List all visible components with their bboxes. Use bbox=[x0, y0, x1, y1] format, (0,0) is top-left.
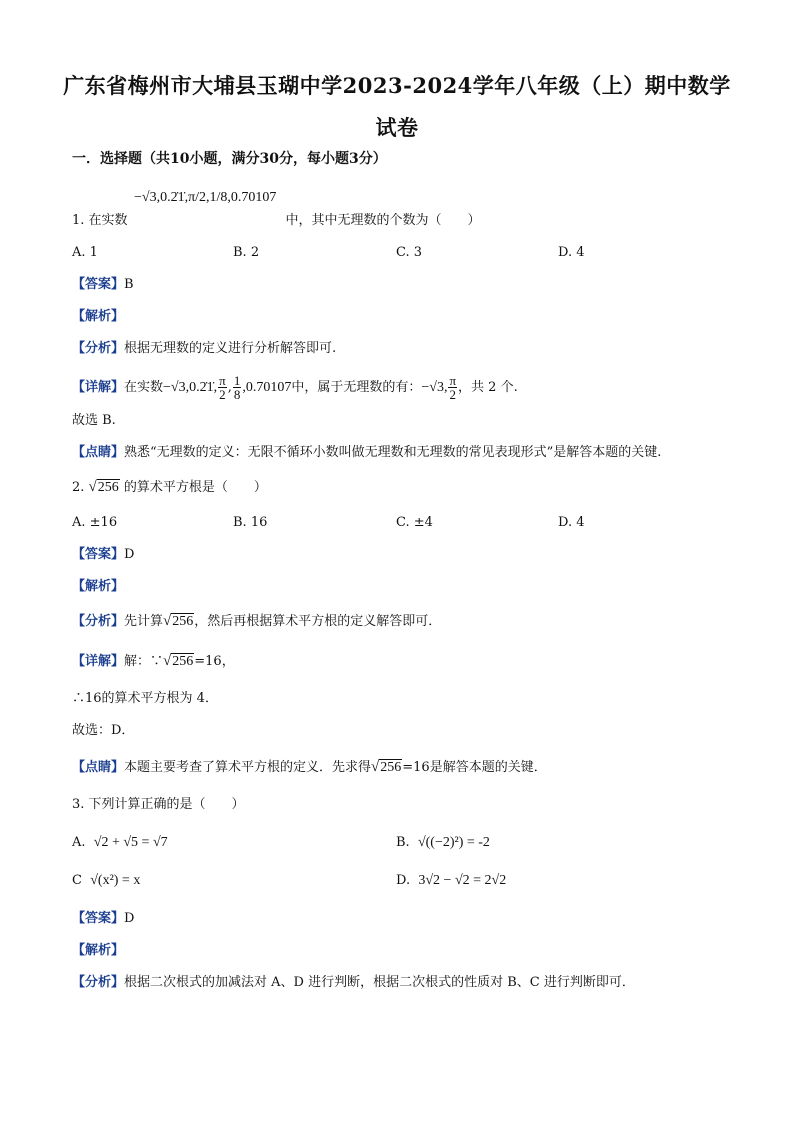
analysis-tag: 【解析】 bbox=[72, 579, 125, 594]
fenxi-text-a: 先计算 bbox=[124, 614, 164, 629]
answer-tag: 【答案】 bbox=[72, 547, 125, 562]
q3-stem: 3. 下列计算正确的是（ ） bbox=[72, 797, 245, 812]
q2-stem-suffix: 的算术平方根是（ ） bbox=[123, 480, 267, 495]
fenxi-tag: 【分析】 bbox=[72, 975, 125, 990]
xiangjie-tag: 【详解】 bbox=[72, 380, 125, 395]
fenxi-text: 根据无理数的定义进行分析解答即可. bbox=[124, 341, 337, 356]
q2-analysis-tag bbox=[72, 578, 124, 596]
q2-option-b: B. 16 bbox=[233, 515, 268, 530]
q1-stem-suffix: 中，其中无理数的个数为（ ） bbox=[285, 213, 481, 228]
fenxi-tag: 【分析】 bbox=[72, 614, 125, 629]
q2-stem bbox=[72, 478, 267, 497]
option-label: D. bbox=[396, 873, 411, 888]
q3-option-a bbox=[72, 834, 168, 852]
q3-fenxi bbox=[72, 974, 635, 992]
sqrt-256: √256 bbox=[371, 759, 402, 775]
dianjing-tag: 【点睛】 bbox=[72, 445, 125, 460]
q2-dianjing bbox=[72, 758, 547, 777]
answer-value: D bbox=[124, 911, 135, 926]
q1-analysis-tag bbox=[72, 308, 124, 326]
q3-option-d bbox=[396, 872, 506, 890]
xiangjie-nums: −√3,0.2̇1̇, bbox=[163, 380, 218, 395]
fenxi-text-b: ，然后再根据算术平方根的定义解答即可． bbox=[194, 614, 442, 629]
q1-option-b: B. 2 bbox=[233, 245, 260, 260]
q1-fenxi bbox=[72, 340, 336, 358]
q1-option-d: D. 4 bbox=[558, 245, 585, 260]
answer-tag: 【答案】 bbox=[72, 277, 125, 292]
option-math: 3√2 − √2 = 2√2 bbox=[418, 873, 507, 888]
q1-math-expression: −√3,0.2̇1̇,π/2,1/8,0.70107 bbox=[134, 190, 277, 205]
sqrt-256: √256 bbox=[88, 479, 119, 495]
q1-stem-prefix: 1. 在实数 bbox=[72, 213, 128, 228]
dianjing-tag: 【点睛】 bbox=[72, 760, 125, 775]
frac-one-over-8: $\frac{1}{8}$ bbox=[233, 373, 241, 402]
xiangjie-tag: 【详解】 bbox=[72, 654, 125, 669]
option-math: √(x²) = x bbox=[90, 873, 141, 888]
q2-number: 2. bbox=[72, 480, 85, 495]
option-math: √2 + √5 = √7 bbox=[93, 835, 168, 850]
dianjing-text-a: 本题主要考查了算术平方根的定义．先求得 bbox=[124, 760, 372, 775]
option-label: C bbox=[72, 873, 82, 888]
q3-option-b bbox=[396, 834, 490, 852]
option-math: √((−2)²) = -2 bbox=[417, 835, 490, 850]
q2-choice: 故选：D． bbox=[72, 723, 135, 738]
q1-dianjing bbox=[72, 444, 661, 462]
xiangjie-text-b: 中，属于无理数的有： bbox=[291, 380, 422, 395]
answer-value: B bbox=[124, 277, 134, 292]
q1-option-c: C. 3 bbox=[396, 245, 423, 260]
exam-title-line2: 试卷 bbox=[375, 115, 419, 140]
q1-stem bbox=[72, 212, 481, 230]
q2-option-c: C. ±4 bbox=[396, 515, 433, 530]
analysis-tag: 【解析】 bbox=[72, 943, 125, 958]
q2-answer bbox=[72, 546, 134, 564]
sqrt-256: √256 bbox=[163, 613, 194, 629]
xiangjie-text-b: =16， bbox=[194, 654, 235, 669]
q3-option-c bbox=[72, 872, 140, 890]
option-label: B. bbox=[396, 835, 410, 850]
option-label: A. bbox=[72, 835, 86, 850]
fenxi-text: 根据二次根式的加减法对 A、D 进行判断，根据二次根式的性质对 B、C 进行判断即可． bbox=[124, 975, 635, 990]
xiangjie-text-a: 在实数 bbox=[124, 380, 164, 395]
q1-option-a: A. 1 bbox=[72, 245, 98, 260]
fenxi-tag: 【分析】 bbox=[72, 341, 125, 356]
q2-conclusion: ∴16的算术平方根为 4． bbox=[72, 691, 218, 706]
answer-tag: 【答案】 bbox=[72, 911, 125, 926]
q1-answer bbox=[72, 276, 134, 294]
q1-choice: 故选 B. bbox=[72, 413, 116, 428]
answer-value: D bbox=[124, 547, 135, 562]
xiangjie-text-a: 解：∵ bbox=[124, 654, 164, 669]
q2-xiangjie bbox=[72, 652, 235, 671]
q3-analysis-tag bbox=[72, 942, 124, 960]
analysis-tag: 【解析】 bbox=[72, 309, 125, 324]
irrational-list: −√3, bbox=[421, 380, 448, 395]
dianjing-text: 熟悉“无理数的定义：无限不循环小数叫做无理数和无理数的常见表现形式”是解答本题的关键. bbox=[124, 445, 662, 460]
dianjing-text-b: =16是解答本题的关键． bbox=[402, 760, 547, 775]
exam-title: 广东省梅州市大埔县玉瑚中学2023-2024学年八年级（上）期中数学 bbox=[63, 73, 731, 98]
section-heading: 一．选择题（共10小题，满分30分，每小题3分） bbox=[72, 151, 387, 167]
frac-pi-over-2: $\frac{\pi}{2}$ bbox=[219, 373, 226, 402]
frac-pi-over-2-answer: $\frac{\pi}{2}$ bbox=[449, 373, 457, 402]
sqrt-256: √256 bbox=[163, 653, 194, 669]
q2-option-a: A. ±16 bbox=[72, 515, 118, 530]
q1-xiangjie: 【详解】在实数−√3,0.2̇1̇, $\frac{\pi}{2}$ , $\frac{1}{8}$ ,0.70107中，属于无理数的有：−√3, $\frac{\pi}{2}$ ，共 2 个. bbox=[72, 373, 518, 402]
q2-option-d: D. 4 bbox=[558, 515, 585, 530]
q3-answer bbox=[72, 910, 134, 928]
q2-fenxi bbox=[72, 612, 441, 631]
xiangjie-text-c: ，共 2 个. bbox=[458, 380, 518, 395]
xiangjie-tail: ,0.70107 bbox=[242, 380, 292, 395]
